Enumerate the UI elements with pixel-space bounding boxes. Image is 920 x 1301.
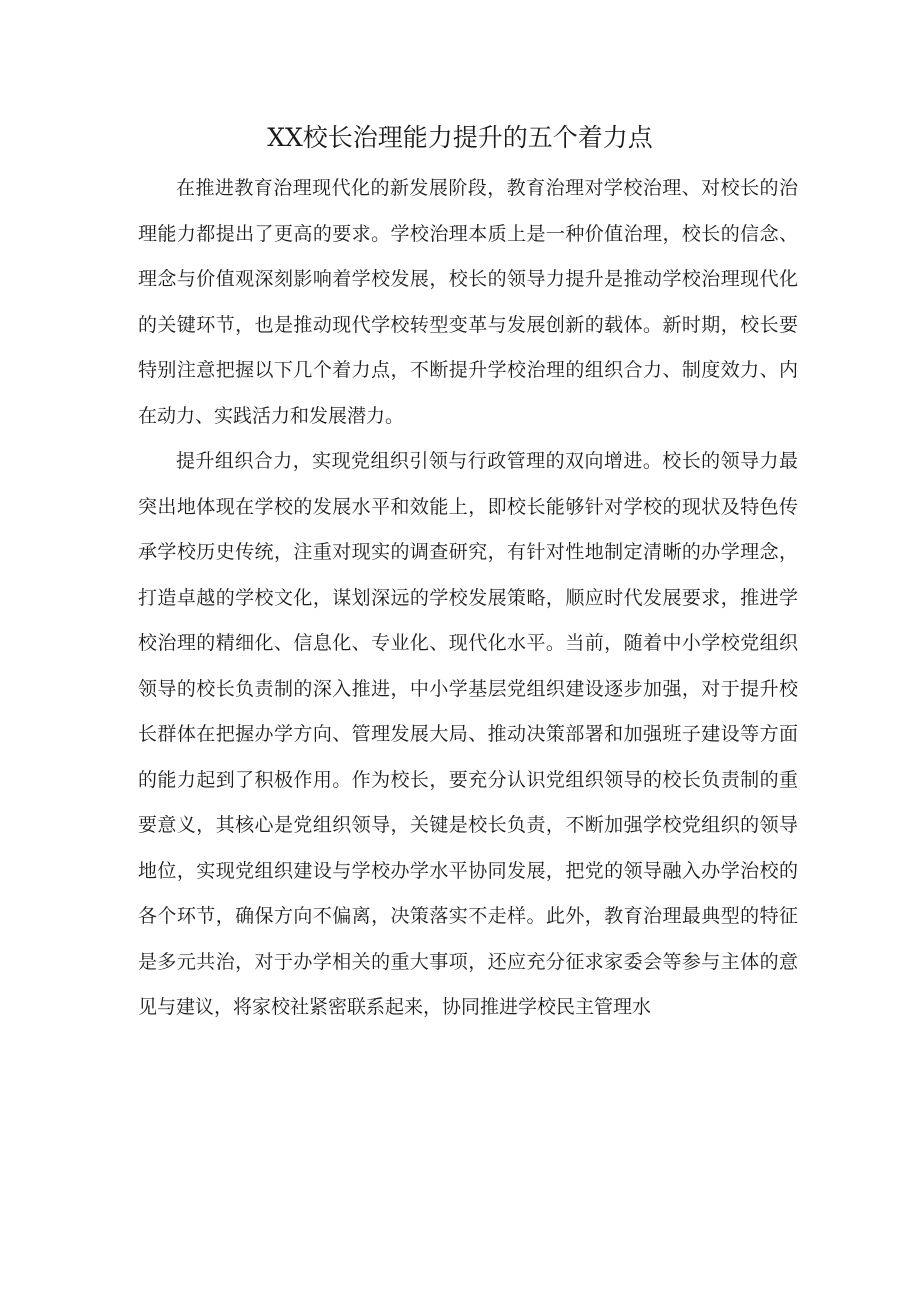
paragraph-organizational-cohesion: 提升组织合力，实现党组织引领与行政管理的双向增进。校长的领导力最突出地体现在学校的发展水平和效能上，即校长能够针对学校的现状及特色传承学校历史传统，注重对现实的调查研究，有针对性地制定清晰的办学理念，打造卓越的学校文化，谋划深远的学校发展策略，顺应时代发展要求，推进学校治理的精细化、信息化、专业化、现代化水平。当前，随着中小学校党组织领导的校长负责制的深入推进，中小学基层党组织建设逐步加强，对于提升校长群体在把握办学方向、管理发展大局、推动决策部署和加强班子建设等方面的能力起到了积极作用。作为校长，要充分认识党组织领导的校长负责制的重要意义，其核心是党组织领导，关键是校长负责，不断加强学校党组织的领导地位，实现党组织建设与学校办学水平协同发展，把党的领导融入办学治校的各个环节，确保方向不偏离，决策落实不走样。此外，教育治理最典型的特征是多元共治，对于办学相关的重大事项，还应充分征求家委会等参与主体的意见与建议，将家校社紧密联系起来，协同推进学校民主管理水 [138, 450, 798, 1018]
document-title: XX校长治理能力提升的五个着力点 [267, 123, 653, 152]
paragraph-intro: 在推进教育治理现代化的新发展阶段，教育治理对学校治理、对校长的治理能力都提出了更高的要求。学校治理本质上是一种价值治理，校长的信念、理念与价值观深刻影响着学校发展，校长的领导力提升是推动学校治理现代化的关键环节，也是推动现代学校转型变革与发展创新的载体。新时期，校长要特别注意把握以下几个着力点，不断提升学校治理的组织合力、制度效力、内在动力、实践活力和发展潜力。 [138, 177, 798, 427]
document-body [138, 166, 798, 1031]
